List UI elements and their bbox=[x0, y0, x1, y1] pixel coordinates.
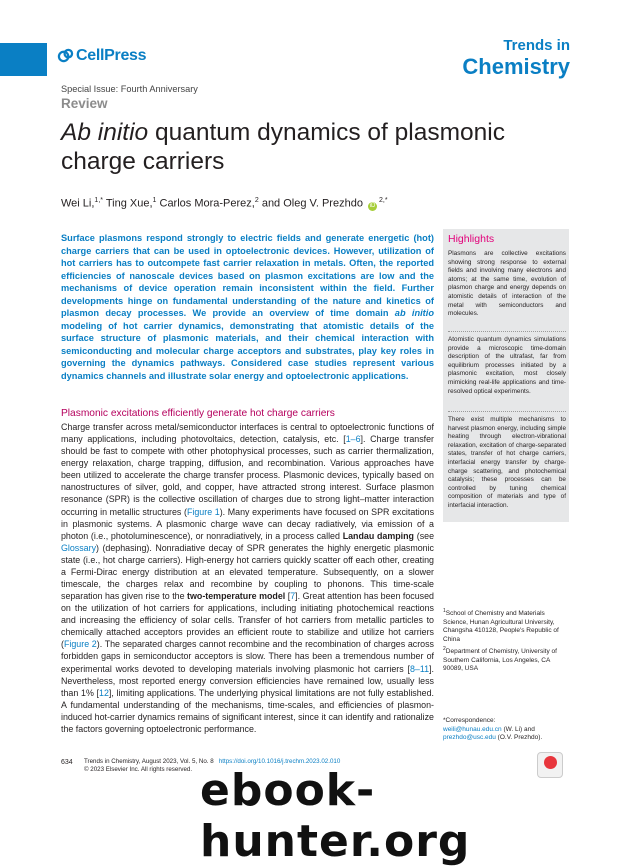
affiliation-sup: 1 bbox=[443, 608, 446, 614]
author-1[interactable]: Wei Li, bbox=[61, 197, 95, 210]
author-1-sup: 1,* bbox=[94, 197, 103, 204]
article-title bbox=[61, 118, 541, 176]
author-4-sup: 2,* bbox=[379, 197, 388, 204]
journal-title[interactable] bbox=[462, 38, 570, 78]
text-run: ]. Great attention has been focused on the utilization of hot carriers for applications, including initiating photochemical reactions and increasing the efficiency of solar cells. Transfer of hot carriers from metallic particles to chemically attached acceptors provides an efficient route to stabilize and utilize hot carriers ( bbox=[61, 591, 434, 650]
copyright-text: © 2023 Elsevier Inc. All rights reserved. bbox=[84, 766, 193, 774]
text-run: ], limiting applications. The underlying physical limitations are not fully established. A fundamental understanding of the mechanisms, time-scales, and efficiencies of plasmon-induced hot-carrier dynamics remains of significant interest, since it can identify and rationalize the factors governing optoelectronic performance. bbox=[61, 687, 434, 734]
reference-link[interactable]: 1–6 bbox=[345, 434, 361, 445]
text-run: (see bbox=[413, 530, 435, 541]
correspondence-label: *Correspondence: bbox=[443, 717, 496, 724]
figure-link[interactable]: Figure 2 bbox=[63, 639, 97, 650]
orcid-icon[interactable]: iD bbox=[369, 202, 376, 209]
glossary-link[interactable]: Glossary bbox=[61, 542, 97, 553]
author-4[interactable]: and Oleg V. Prezhdo bbox=[258, 197, 363, 210]
correspondence bbox=[443, 717, 570, 743]
doi-link[interactable]: https://doi.org/10.1016/j.trechm.2023.02.010 bbox=[218, 758, 341, 765]
highlight-item: Plasmons are collective excitations showing strong response to external fields and involving many electrons and atoms; at the same time, evolution of plasmon charge and energy depends on atomistic details of interaction of the metal with semiconductors and molecules. bbox=[448, 250, 566, 318]
section-heading: Plasmonic excitations efficiently generate hot charge carriers bbox=[61, 408, 335, 419]
reference-link[interactable]: 7 bbox=[290, 591, 296, 602]
affiliation-text: Department of Chemistry, University of Southern California, Los Angeles, CA 90089, USA bbox=[443, 648, 557, 673]
abstract-part1: Surface plasmons respond strongly to electric fields and generate energetic (hot) charge carriers that can be used in optoelectronic devices. However, utilization of hot carriers has to outcompete fast carrier relaxation in metals. Often, the reported efficiencies of nanoscale devices based on plasmon excitations are low and the mechanisms of device operation remain inconsistent within the field. Further developments hinge on fundamental understanding of the nature and kinetics of plasmon decay processes. We provide an overview of time domain bbox=[61, 233, 434, 319]
page-number: 634 bbox=[61, 759, 73, 766]
highlight-divider bbox=[448, 411, 566, 412]
author-list bbox=[61, 197, 561, 211]
highlight-item: There exist multiple mechanisms to harvest plasmon energy, including simple heating through electron-vibrational relaxation, excitation of charge-separated states, transfer of hot charge carriers, interfacial energy transfer by charge-charge scattering, and photochemical catalysis; these processes can be controlled by tuning chemical composition of materials and type of interfacial interaction. bbox=[448, 416, 566, 509]
cellpress-mark-icon bbox=[58, 48, 73, 63]
body-paragraph bbox=[61, 421, 434, 735]
author-3[interactable]: Carlos Mora-Perez, bbox=[156, 197, 255, 210]
highlight-divider bbox=[448, 331, 566, 332]
glossary-term: Landau damping bbox=[342, 530, 414, 541]
citation-text: Trends in Chemistry, August 2023, Vol. 5, No. 8 bbox=[84, 758, 214, 765]
affiliation-1 bbox=[443, 607, 570, 645]
abstract bbox=[61, 232, 434, 383]
cellpress-logo[interactable] bbox=[58, 47, 146, 65]
author-2-sup: 1 bbox=[152, 197, 157, 204]
title-rest: quantum dynamics of plasmonic charge carriers bbox=[61, 119, 505, 175]
text-run: ). The separated charges cannot recombine and the recombination of charges across forbidden gaps in semiconductor acceptors is slow. There has been a tremendous number of experimental works devoted to developing materials involving plasmonic hot carriers [ bbox=[61, 639, 434, 674]
highlight-item: Atomistic quantum dynamics simulations provide a microscopic time-domain description of the ultrafast, far from equilibrium processes initiated by a plasmonic excitation, most closely mimicking real-life applications and time-resolved optical experiments. bbox=[448, 336, 566, 395]
email-link[interactable]: prezhdo@usc.edu bbox=[443, 734, 496, 742]
text-run: ]. Nevertheless, most reported energy conversion efficiencies have remained low, usually less than 1% [ bbox=[61, 663, 434, 698]
brand-color-bar bbox=[0, 43, 47, 76]
email-link[interactable]: weili@hunau.edu.cn bbox=[443, 725, 502, 733]
text-run: ) (dephasing). Nonradiative decay of SPR generates the highly energetic plasmonic state (i.e., hot charge carriers). High-energy hot carriers quickly scatter off each other, creating a Fermi-Dirac energy distribution at an elevated temperature. Subsequently, on a slower timescale, the charges relax and recombine by coupling to phonons. This time-scale separation has given rise to the bbox=[61, 542, 434, 602]
figure-link[interactable]: Figure 1 bbox=[186, 506, 220, 517]
abstract-italic: ab initio bbox=[394, 308, 434, 319]
affiliation-text: School of Chemistry and Materials Science, Hunan Agricultural University, Changsha 410128, People's Republic of China bbox=[443, 610, 559, 643]
journal-title-line1: Trends in bbox=[503, 37, 570, 54]
author-3-sup: 2 bbox=[254, 197, 259, 204]
text-run: ]. Charge transfer should be fast to compete with other photophysical processes, such as carrier thermalization, energy relaxation, charge trapping, diffusion, and recombination. Various approaches have been utilized to accelerate the charge transfer process. Plasmonic devices, typically based on nanostructures of silver, gold, and copper, have attracted strong interest. Surface plasmon resonance (SPR) is the collective oscillation of charges due to strong light–matter interaction occurring in metallic structures ( bbox=[61, 434, 434, 517]
text-run: [ bbox=[285, 591, 291, 602]
watermark-text: ebook-hunter.org bbox=[200, 765, 471, 867]
publisher-name: CellPress bbox=[76, 47, 147, 64]
highlights-heading: Highlights bbox=[448, 233, 495, 245]
special-issue-label: Special Issue: Fourth Anniversary bbox=[61, 84, 198, 94]
text-run: ). Many experiments have focused on SPR excitations in plasmonic systems. A plasmonic charge wave can decay radiatively, via emission of a photon (i.e., photoluminescence), or nonradiatively, in a process called bbox=[61, 506, 435, 541]
affiliation-2 bbox=[443, 645, 570, 674]
affiliation-sup: 2 bbox=[443, 646, 446, 652]
email-owner: (W. Li) and bbox=[501, 725, 535, 733]
abstract-part2: modeling of hot carrier dynamics, demonstrating that atomistic details of the surface structure of plasmonic materials, and their chemical interaction with semiconducting and molecular charge acceptors and substrates, play key roles in governing the dynamics pathways. Considered case studies represent various dynamics channels and illustrate solar energy and optoelectronic applications. bbox=[61, 320, 434, 382]
journal-title-line2: Chemistry bbox=[462, 54, 570, 79]
article-type: Review bbox=[61, 96, 108, 111]
reference-link[interactable]: 8–11 bbox=[409, 663, 430, 674]
reference-link[interactable]: 12 bbox=[99, 687, 109, 698]
author-2[interactable]: Ting Xue, bbox=[102, 197, 153, 210]
title-italic: Ab initio bbox=[61, 119, 149, 146]
glossary-term: two-temperature model bbox=[187, 591, 286, 602]
email-owner: (O.V. Prezhdo). bbox=[495, 734, 543, 742]
text-run: Charge transfer across metal/semiconductor interfaces is central to optoelectronic functions of many applications, including photovoltaics, detection, catalysis, etc. [ bbox=[61, 422, 434, 445]
